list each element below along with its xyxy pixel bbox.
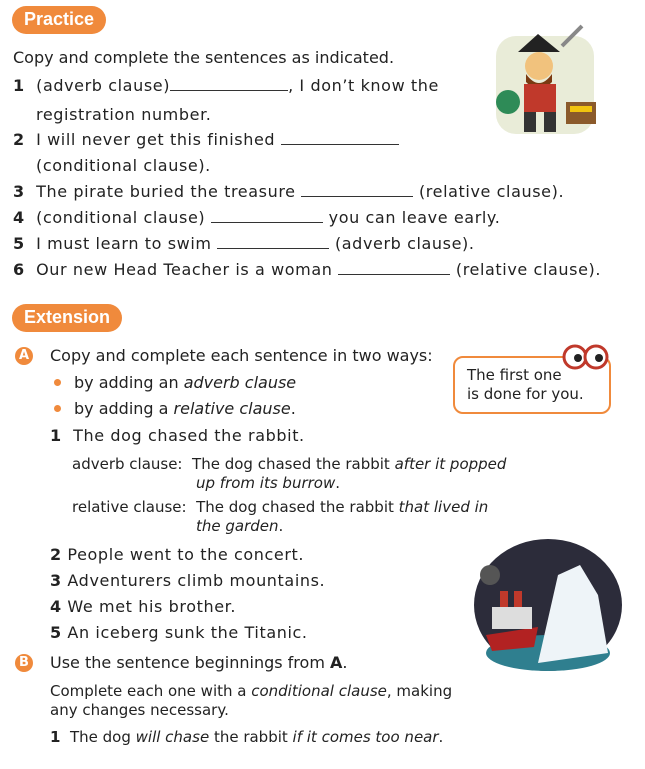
ext-item-3: 3 Adventurers climb mountains. [50, 571, 326, 590]
pirate-illustration [478, 22, 608, 140]
ext-item-2: 2 People went to the concert. [50, 545, 305, 564]
practice-item-6: 6 Our new Head Teacher is a woman (relative clause). [13, 260, 602, 279]
ext-item-4: 4 We met his brother. [50, 597, 237, 616]
bullet-2: by adding a relative clause. [74, 399, 296, 418]
section-a-instruction: Copy and complete each sentence in two ways: [50, 346, 433, 365]
practice-heading: Practice [12, 6, 106, 34]
section-b-line2: Complete each one with a conditional clause, making [50, 682, 453, 700]
note-line-1: The first one [467, 366, 562, 384]
section-b-marker: B [15, 654, 33, 672]
section-a-marker: A [15, 347, 33, 365]
practice-item-2-cont: (conditional clause). [36, 156, 211, 175]
section-b-example: 1 The dog will chase the rabbit if it comes too near. [50, 728, 444, 746]
example-1: 1 The dog chased the rabbit. [50, 426, 305, 445]
bullet-1-icon [54, 379, 61, 386]
example-adverb: adverb clause: The dog chased the rabbit after it popped [72, 455, 507, 473]
googly-eyes-icon [560, 340, 610, 374]
section-b-line3: any changes necessary. [50, 701, 229, 719]
practice-item-1: 1 (adverb clause) , I don’t know the [13, 76, 439, 95]
practice-instruction: Copy and complete the sentences as indicated. [13, 48, 395, 67]
practice-item-1-cont: registration number. [36, 105, 212, 124]
practice-item-4: 4 (conditional clause) you can leave early. [13, 208, 501, 227]
practice-item-2: 2 I will never get this finished [13, 130, 399, 150]
example-adverb-cont: up from its burrow. [196, 474, 341, 492]
bullet-2-icon [54, 405, 61, 412]
titanic-iceberg-illustration [468, 535, 628, 675]
ext-item-5: 5 An iceberg sunk the Titanic. [50, 623, 308, 642]
note-line-2: is done for you. [467, 385, 584, 403]
example-relative-cont: the garden. [196, 517, 284, 535]
example-relative: relative clause: The dog chased the rabbit that lived in [72, 498, 489, 516]
practice-item-3: 3 The pirate buried the treasure (relative clause). [13, 182, 565, 201]
bullet-1: by adding an adverb clause [74, 373, 297, 392]
practice-item-5: 5 I must learn to swim (adverb clause). [13, 234, 475, 253]
extension-heading: Extension [12, 304, 122, 332]
section-b-instruction: Use the sentence beginnings from A. [50, 653, 348, 672]
